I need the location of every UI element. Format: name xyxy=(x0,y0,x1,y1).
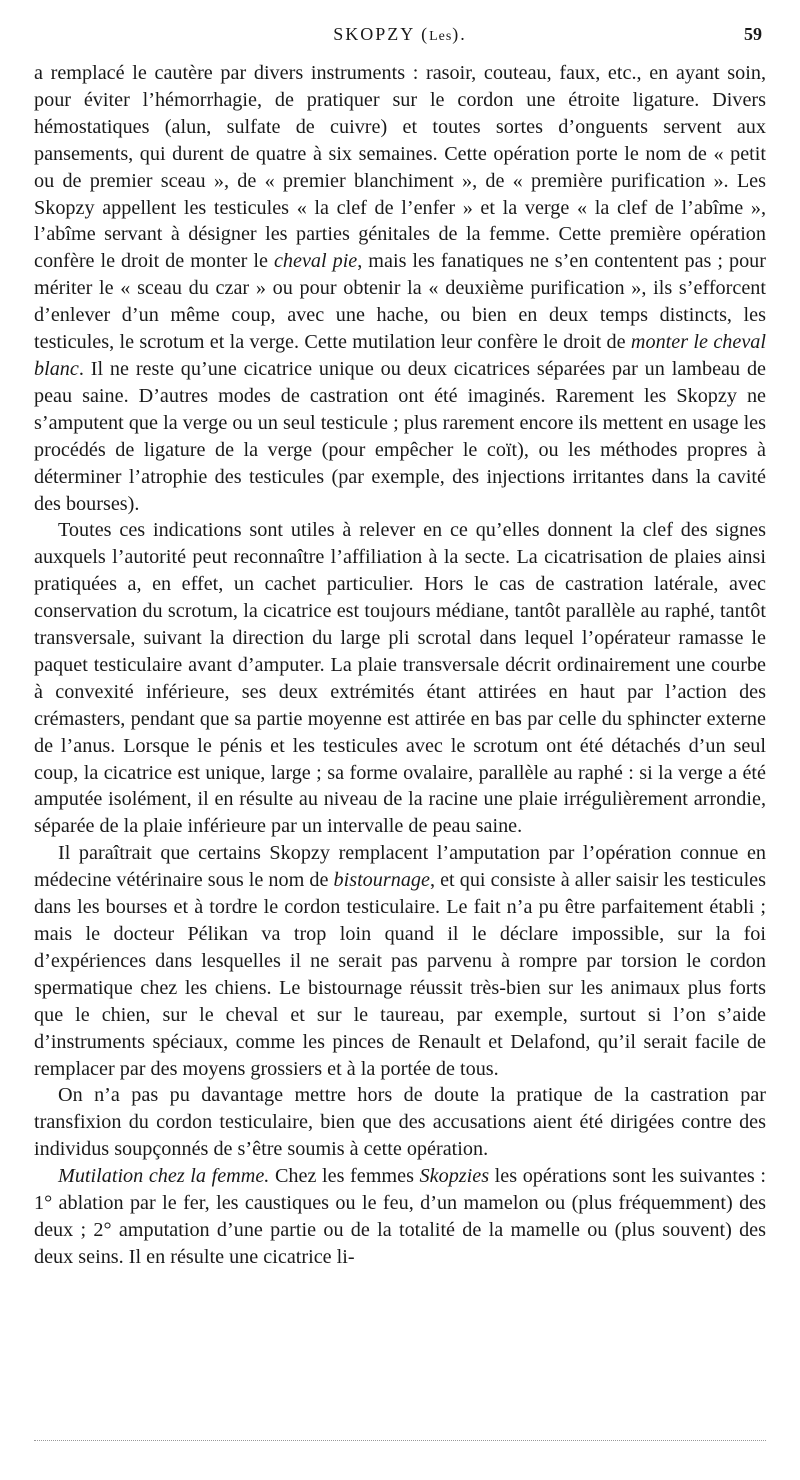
body-text xyxy=(34,60,766,1271)
running-title-close: ). xyxy=(452,24,467,44)
paragraph-text: Il paraîtrait que certains Skopzy remplacent l’amputation par l’opération connue en médecine vétérinaire sous le nom de xyxy=(34,842,766,892)
paragraph xyxy=(34,517,766,840)
running-title-main: SKOPZY ( xyxy=(333,24,430,44)
italic-text: cheval pie xyxy=(273,250,358,273)
paragraph xyxy=(34,1163,766,1271)
paragraph-text: Chez les femmes xyxy=(269,1165,420,1188)
italic-text: bistournage xyxy=(333,869,430,892)
italic-text: Mutilation chez la femme. xyxy=(58,1165,270,1188)
page-number: 59 xyxy=(744,24,762,44)
bottom-rule xyxy=(34,1440,766,1441)
italic-text: monter le cheval blanc xyxy=(34,331,766,380)
italic-text: Skopzies xyxy=(419,1165,490,1188)
paragraph-text: , mais les fanatiques ne s’en contentent pas ; pour mériter le « sceau du czar » ou pour obtenir la « deuxième purification », ils s’efforcent d’enlever d’un même coup, avec une hache, ou bien en deux temps distincts, les testicules, le scrotum et la verge. Cette mutilation leur confère le droit de xyxy=(34,250,766,354)
paragraph-text: les opérations sont les suivantes : 1° ablation par le fer, les caustiques ou le feu, d’un mamelon ou (plus fréquemment) des deux ; 2° amputation d’une partie ou de la totalité de la mamelle ou (plus souvent) des deux seins. Il en résulte une cicatrice li- xyxy=(34,1165,766,1268)
paragraph xyxy=(34,1082,766,1163)
running-title-smallcaps: Les xyxy=(429,29,453,44)
paragraph-text: . Il ne reste qu’une cicatrice unique ou deux cicatrices séparées par un lambeau de peau saine. D’autres modes de castration ont été imaginés. Rarement les Skopzy ne s’amputent que la verge ou un seul testicule ; plus rarement encore ils mettent en usage les procédés de ligature de la verge (pour empêcher le coït), ou les méthodes propres à déterminer l’atrophie des testicules (par exemple, des injections irritantes dans la cavité des bourses). xyxy=(34,357,766,515)
running-title xyxy=(34,24,766,45)
paragraph-text: Toutes ces indications sont utiles à relever en ce qu’elles donnent la clef des signes auxquels l’autorité peut reconnaître l’affiliation à la secte. La cicatrisation de plaies ainsi pratiquées a, en effet, un cachet particulier. Hors le cas de castration latérale, avec conservation du scrotum, la cicatrice est toujours médiane, tantôt parallèle au raphé, tantôt transversale, suivant la direction du large pli scrotal dans lequel l’opérateur ramasse le paquet testiculaire avant d’amputer. La plaie transversale décrit ordinairement une courbe à convexité inférieure, ses deux extrémités étant attirées en haut par l’action des crémasters, pendant que sa partie moyenne est attirée en bas par celle du sphincter externe de l’anus. Lorsque le pénis et les testicules avec le scrotum ont été détachés d’un seul coup, la cicatrice est unique, large ; sa forme ovalaire, parallèle au raphé : si la verge a été amputée isolément, il en résulte au niveau de la racine une plaie irrégulièrement arrondie, séparée de la plaie inférieure par un intervalle de peau saine. xyxy=(34,519,766,838)
running-head xyxy=(34,0,766,60)
paragraph xyxy=(34,840,766,1082)
paragraph xyxy=(34,60,766,517)
paragraph-text: On n’a pas pu davantage mettre hors de doute la pratique de la castration par transfixion du cordon testiculaire, bien que des accusations aient été dirigées contre des individus soupçonnés de s’être soumis à cette opération. xyxy=(34,1084,766,1161)
paragraph-text: , et qui consiste à aller saisir les testicules dans les bourses et à tordre le cordon testiculaire. Le fait n’a pu être parfaitement établi ; mais le docteur Pélikan va trop loin quand il le déclare impossible, sur la foi d’expériences dans lesquelles il ne serait pas parvenu à rompre par torsion le cordon spermatique chez les chiens. Le bistournage réussit très-bien sur les animaux plus forts que le chien, sur le cheval et sur le taureau, par exemple, surtout si l’on s’aide d’instruments spéciaux, comme les pinces de Renault et Delafond, qu’il serait facile de remplacer par des moyens grossiers et à la portée de tous. xyxy=(34,869,766,1080)
paragraph-text: a remplacé le cautère par divers instruments : rasoir, couteau, faux, etc., en ayant soin, pour éviter l’hémorrhagie, de pratiquer sur le cordon une étroite ligature. Divers hémostatiques (alun, sulfate de cuivre) et toutes sortes d’onguents servent aux pansements, qui durent de quatre à six semaines. Cette opération porte le nom de « petit ou de premier sceau », de « premier blanchiment », de « première purification ». Les Skopzy appellent les testicules « la clef de l’enfer » et la verge « la clef de l’abîme », l’abîme servant à désigner les parties génitales de la femme. Cette première opération confère le droit de monter le xyxy=(34,62,766,273)
